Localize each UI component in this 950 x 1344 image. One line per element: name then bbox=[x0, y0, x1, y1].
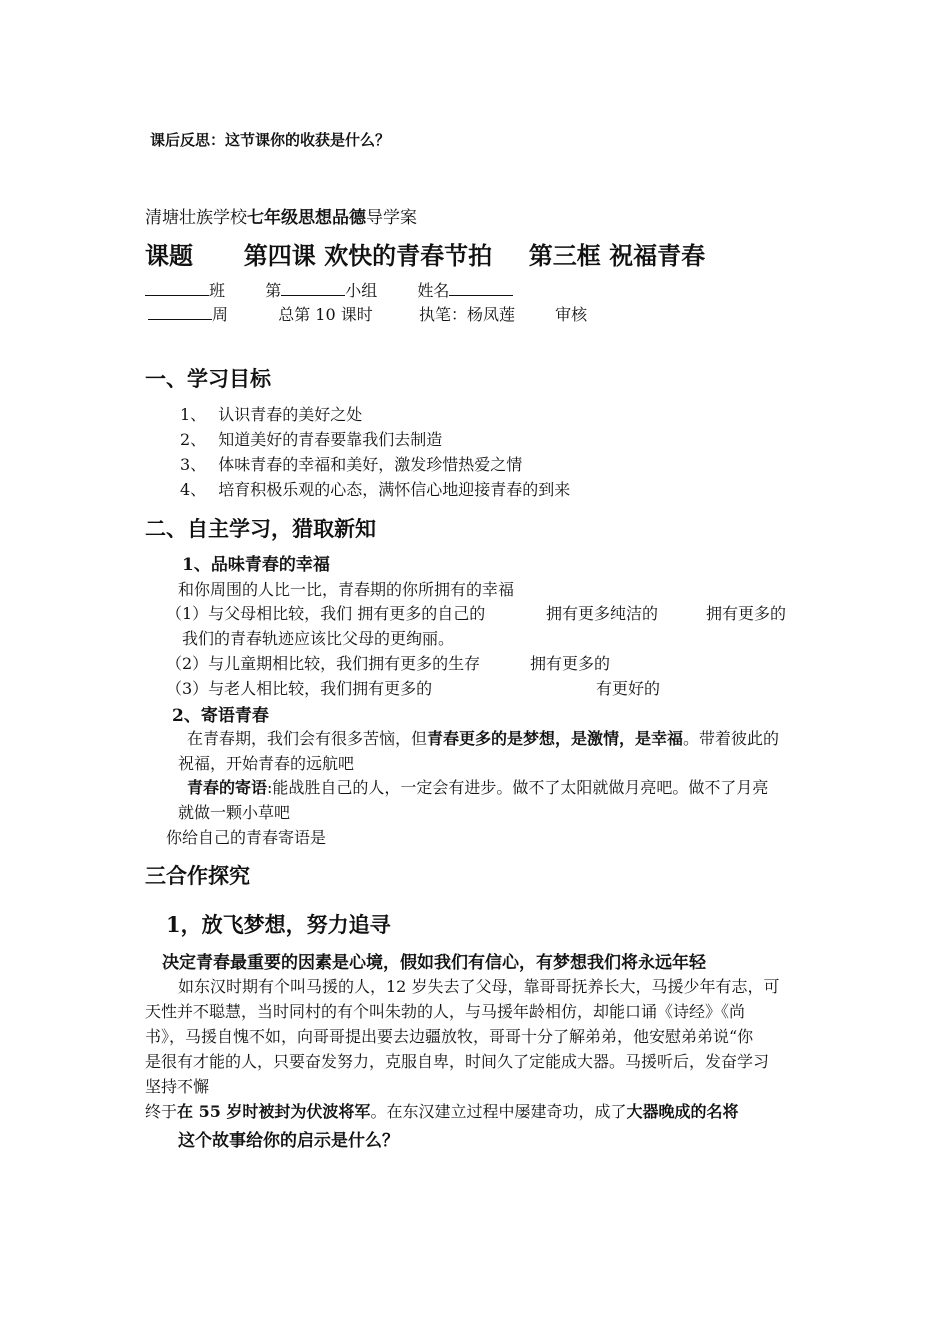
author: 执笔：杨凤莲 bbox=[418, 305, 515, 324]
doc-header bbox=[145, 203, 417, 228]
part2-title: 2、寄语青春 bbox=[172, 706, 269, 726]
compare-parents-a: （1）与父母相比较，我们 拥有更多的自己的 bbox=[166, 604, 486, 623]
info-line-class bbox=[145, 278, 513, 301]
lesson-name: 第四课 欢快的青春节拍 bbox=[243, 241, 493, 270]
name-label: 姓名 bbox=[417, 281, 450, 300]
class-label: 班 bbox=[209, 281, 226, 300]
part1-title: 1、品味青春的幸福 bbox=[182, 555, 330, 575]
compare-elderly-b: 有更好的 bbox=[596, 679, 661, 698]
compare-children-b: 拥有更多的 bbox=[530, 654, 611, 673]
week-blank[interactable] bbox=[148, 305, 212, 320]
motto-line2: 就做一颗小草吧 bbox=[178, 803, 291, 822]
class-blank[interactable] bbox=[145, 281, 209, 296]
reflection-question: 课后反思：这节课你的收获是什么？ bbox=[150, 131, 391, 149]
info-line-week bbox=[148, 302, 587, 325]
doc-type: 导学案 bbox=[366, 208, 417, 228]
story-line: 书》，马援自愧不如，向哥哥提出要去边疆放牧，哥哥十分了解弟弟，他安慰弟弟说“你 bbox=[145, 1027, 754, 1046]
review-label: 审核 bbox=[555, 305, 588, 324]
motto-prompt: 你给自己的青春寄语是 bbox=[166, 828, 327, 847]
compare-parents-cont: 我们的青春轨迹应该比父母的更绚丽。 bbox=[182, 629, 455, 648]
lesson-title bbox=[145, 236, 705, 271]
section-name: 第三框 祝福青春 bbox=[528, 241, 706, 270]
motto-line1: 青春的寄语:能战胜自己的人，一定会有进步。做不了太阳就做月亮吧。做不了月亮 bbox=[187, 778, 769, 797]
cooperation-heading: 三合作探究 bbox=[145, 863, 250, 888]
compare-parents-b: 拥有更多纯洁的 bbox=[546, 604, 659, 623]
goal-item: 3、 体味青春的幸福和美好，激发珍惜热爱之情 bbox=[180, 455, 523, 474]
group-blank[interactable] bbox=[281, 281, 345, 296]
story-question: 这个故事给你的启示是什么？ bbox=[178, 1131, 399, 1151]
week-label: 周 bbox=[212, 305, 229, 324]
part1-intro: 和你周围的人比一比，青春期的你所拥有的幸福 bbox=[178, 580, 515, 599]
group-prefix: 第 bbox=[265, 281, 282, 300]
part2-paragraph-line1: 在青春期，我们会有很多苦恼，但青春更多的是梦想，是激情，是幸福。带着彼此的 bbox=[187, 729, 780, 748]
grade-subject: 七年级思想品德 bbox=[247, 208, 366, 228]
total-hours: 总第 10 课时 bbox=[278, 305, 373, 324]
story-ending: 终于在 55 岁时被封为伏波将军。在东汉建立过程中屡建奇功，成了大器晚成的名将 bbox=[145, 1102, 739, 1121]
story-line: 天性并不聪慧，当时同村的有个叫朱勃的人，与马援年龄相仿，却能口诵《诗经》《尚 bbox=[145, 1002, 746, 1021]
goals-heading: 一、学习目标 bbox=[145, 366, 271, 391]
compare-parents-c: 拥有更多的 bbox=[706, 604, 787, 623]
cooperation-subheading: 1，放飞梦想，努力追寻 bbox=[166, 912, 391, 937]
name-blank[interactable] bbox=[449, 281, 513, 296]
title-label: 课题 bbox=[145, 241, 193, 270]
cooperation-lead: 决定青春最重要的因素是心境，假如我们有信心，有梦想我们将永远年轻 bbox=[162, 953, 706, 973]
goal-item: 1、 认识青春的美好之处 bbox=[180, 405, 363, 424]
compare-elderly-a: （3）与老人相比较，我们拥有更多的 bbox=[166, 679, 433, 698]
compare-children-a: （2）与儿童期相比较，我们拥有更多的生存 bbox=[166, 654, 481, 673]
self-study-heading: 二、自主学习，猎取新知 bbox=[145, 516, 376, 541]
part2-paragraph-line2: 祝福，开始青春的远航吧 bbox=[178, 754, 355, 773]
story-line: 如东汉时期有个叫马援的人，12 岁失去了父母，靠哥哥抚养长大，马援少年有志，可 bbox=[178, 977, 780, 996]
story-line: 是很有才能的人，只要奋发努力，克服自卑，时间久了定能成大器。马援听后，发奋学习 bbox=[145, 1052, 770, 1071]
school-name: 清塘壮族学校 bbox=[145, 208, 247, 228]
goal-item: 2、 知道美好的青春要靠我们去制造 bbox=[180, 430, 443, 449]
goal-item: 4、 培育积极乐观的心态，满怀信心地迎接青春的到来 bbox=[180, 480, 571, 499]
story-line: 坚持不懈 bbox=[145, 1077, 210, 1096]
group-label: 小组 bbox=[345, 281, 378, 300]
